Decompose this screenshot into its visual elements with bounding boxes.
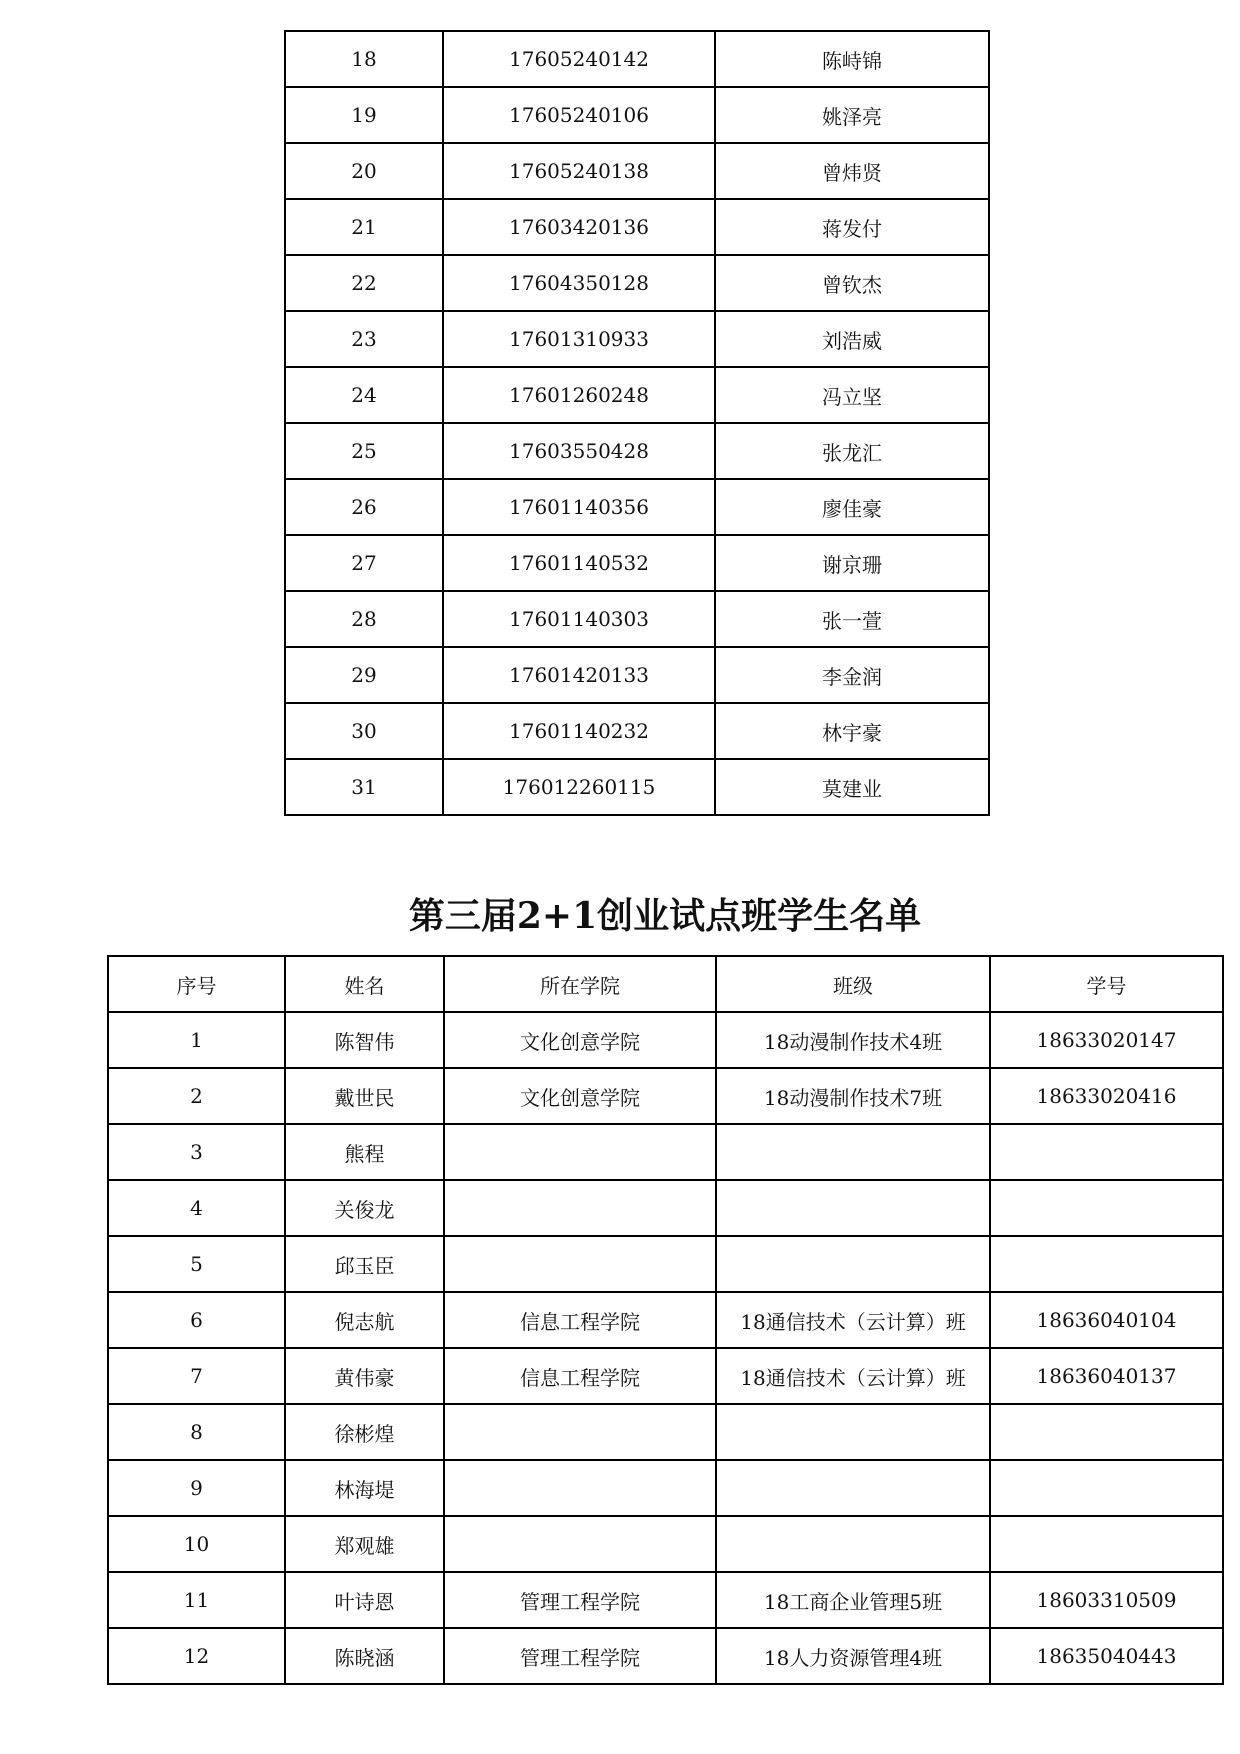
cell-name: 熊程	[285, 1124, 444, 1180]
cell-no: 8	[108, 1404, 285, 1460]
cell-student-id: 17601140303	[443, 591, 715, 647]
cell-name: 关俊龙	[285, 1180, 444, 1236]
cell-name: 陈智伟	[285, 1012, 444, 1068]
table-row	[285, 423, 989, 479]
table-row	[285, 199, 989, 255]
cell-class: 18通信技术（云计算）班	[716, 1348, 990, 1404]
cell-class: 18通信技术（云计算）班	[716, 1292, 990, 1348]
cell-name: 刘浩威	[715, 311, 989, 367]
cell-student-id	[990, 1180, 1223, 1236]
cell-student-id: 17601140232	[443, 703, 715, 759]
cell-class	[716, 1124, 990, 1180]
table-row	[108, 1516, 1223, 1572]
cell-student-id	[990, 1404, 1223, 1460]
cell-no: 4	[108, 1180, 285, 1236]
cell-name: 张龙汇	[715, 423, 989, 479]
cell-class	[716, 1236, 990, 1292]
cell-student-id: 17605240106	[443, 87, 715, 143]
table-row	[108, 1068, 1223, 1124]
table-row	[108, 1572, 1223, 1628]
cell-name: 叶诗恩	[285, 1572, 444, 1628]
cell-college	[444, 1236, 716, 1292]
cell-no: 27	[285, 535, 443, 591]
cell-no: 19	[285, 87, 443, 143]
cell-no: 23	[285, 311, 443, 367]
cell-student-id	[990, 1516, 1223, 1572]
cell-no: 18	[285, 31, 443, 87]
cell-name: 蒋发付	[715, 199, 989, 255]
cell-no: 1	[108, 1012, 285, 1068]
cell-name: 陈峙锦	[715, 31, 989, 87]
cell-student-id: 17605240138	[443, 143, 715, 199]
header-class: 班级	[716, 956, 990, 1012]
cell-student-id: 17601310933	[443, 311, 715, 367]
header-no: 序号	[108, 956, 285, 1012]
table-row	[285, 759, 989, 815]
cell-no: 21	[285, 199, 443, 255]
cell-no: 24	[285, 367, 443, 423]
cell-name: 姚泽亮	[715, 87, 989, 143]
table-row	[108, 1460, 1223, 1516]
cell-college	[444, 1460, 716, 1516]
table-row	[285, 31, 989, 87]
cell-student-id: 17603550428	[443, 423, 715, 479]
cell-name: 廖佳豪	[715, 479, 989, 535]
cell-class	[716, 1460, 990, 1516]
cell-no: 9	[108, 1460, 285, 1516]
cell-student-id: 18636040137	[990, 1348, 1223, 1404]
cell-no: 20	[285, 143, 443, 199]
table-row	[285, 143, 989, 199]
table-row	[108, 1180, 1223, 1236]
cell-name: 陈晓涵	[285, 1628, 444, 1684]
header-student-id: 学号	[990, 956, 1223, 1012]
cell-student-id: 17601140532	[443, 535, 715, 591]
cell-no: 11	[108, 1572, 285, 1628]
cell-student-id: 18636040104	[990, 1292, 1223, 1348]
cell-no: 10	[108, 1516, 285, 1572]
table-row	[285, 311, 989, 367]
cell-name: 莫建业	[715, 759, 989, 815]
cell-name: 戴世民	[285, 1068, 444, 1124]
cell-class: 18动漫制作技术7班	[716, 1068, 990, 1124]
cell-student-id: 17605240142	[443, 31, 715, 87]
cell-no: 5	[108, 1236, 285, 1292]
table-row	[285, 479, 989, 535]
cell-student-id: 17603420136	[443, 199, 715, 255]
cell-college: 文化创意学院	[444, 1068, 716, 1124]
cell-name: 郑观雄	[285, 1516, 444, 1572]
cell-name: 徐彬煌	[285, 1404, 444, 1460]
cell-no: 26	[285, 479, 443, 535]
cell-no: 28	[285, 591, 443, 647]
table-row	[285, 535, 989, 591]
table-header-row	[108, 956, 1223, 1012]
table-row	[285, 87, 989, 143]
cell-class: 18动漫制作技术4班	[716, 1012, 990, 1068]
cell-class: 18工商企业管理5班	[716, 1572, 990, 1628]
cell-no: 25	[285, 423, 443, 479]
cell-no: 22	[285, 255, 443, 311]
cell-student-id	[990, 1460, 1223, 1516]
student-list-continued	[284, 30, 990, 816]
cell-name: 谢京珊	[715, 535, 989, 591]
cell-no: 30	[285, 703, 443, 759]
table-row	[285, 703, 989, 759]
cell-student-id: 17601420133	[443, 647, 715, 703]
cell-student-id: 18633020147	[990, 1012, 1223, 1068]
table-row	[108, 1292, 1223, 1348]
cell-no: 3	[108, 1124, 285, 1180]
cell-class	[716, 1180, 990, 1236]
cell-name: 张一萱	[715, 591, 989, 647]
cell-no: 6	[108, 1292, 285, 1348]
cell-class: 18人力资源管理4班	[716, 1628, 990, 1684]
cell-name: 曾炜贤	[715, 143, 989, 199]
header-college: 所在学院	[444, 956, 716, 1012]
table-row	[285, 255, 989, 311]
cell-student-id: 17604350128	[443, 255, 715, 311]
cell-no: 2	[108, 1068, 285, 1124]
cell-student-id: 18633020416	[990, 1068, 1223, 1124]
table-row	[108, 1628, 1223, 1684]
cell-student-id	[990, 1236, 1223, 1292]
table-row	[285, 367, 989, 423]
cell-student-id: 18635040443	[990, 1628, 1223, 1684]
cell-no: 31	[285, 759, 443, 815]
cell-no: 12	[108, 1628, 285, 1684]
cell-no: 29	[285, 647, 443, 703]
table-row	[108, 1348, 1223, 1404]
cell-name: 林宇豪	[715, 703, 989, 759]
table-row	[108, 1236, 1223, 1292]
page-title: 第三届2+1创业试点班学生名单	[408, 895, 922, 937]
cell-college: 管理工程学院	[444, 1572, 716, 1628]
table-row	[108, 1404, 1223, 1460]
cell-student-id: 176012260115	[443, 759, 715, 815]
cell-student-id: 17601140356	[443, 479, 715, 535]
cell-college: 文化创意学院	[444, 1012, 716, 1068]
cell-student-id: 17601260248	[443, 367, 715, 423]
cell-college	[444, 1404, 716, 1460]
cell-student-id: 18603310509	[990, 1572, 1223, 1628]
cell-college: 管理工程学院	[444, 1628, 716, 1684]
pilot-class-student-list	[107, 955, 1224, 1685]
cell-no: 7	[108, 1348, 285, 1404]
table-row	[108, 1124, 1223, 1180]
cell-college	[444, 1516, 716, 1572]
cell-college: 信息工程学院	[444, 1348, 716, 1404]
cell-name: 林海堤	[285, 1460, 444, 1516]
cell-student-id	[990, 1124, 1223, 1180]
cell-name: 倪志航	[285, 1292, 444, 1348]
table-row	[285, 647, 989, 703]
cell-college: 信息工程学院	[444, 1292, 716, 1348]
table-row	[108, 1012, 1223, 1068]
cell-name: 邱玉臣	[285, 1236, 444, 1292]
cell-class	[716, 1404, 990, 1460]
cell-name: 冯立坚	[715, 367, 989, 423]
cell-college	[444, 1124, 716, 1180]
table-row	[285, 591, 989, 647]
cell-name: 黄伟豪	[285, 1348, 444, 1404]
cell-class	[716, 1516, 990, 1572]
header-name: 姓名	[285, 956, 444, 1012]
cell-college	[444, 1180, 716, 1236]
cell-name: 曾钦杰	[715, 255, 989, 311]
cell-name: 李金润	[715, 647, 989, 703]
